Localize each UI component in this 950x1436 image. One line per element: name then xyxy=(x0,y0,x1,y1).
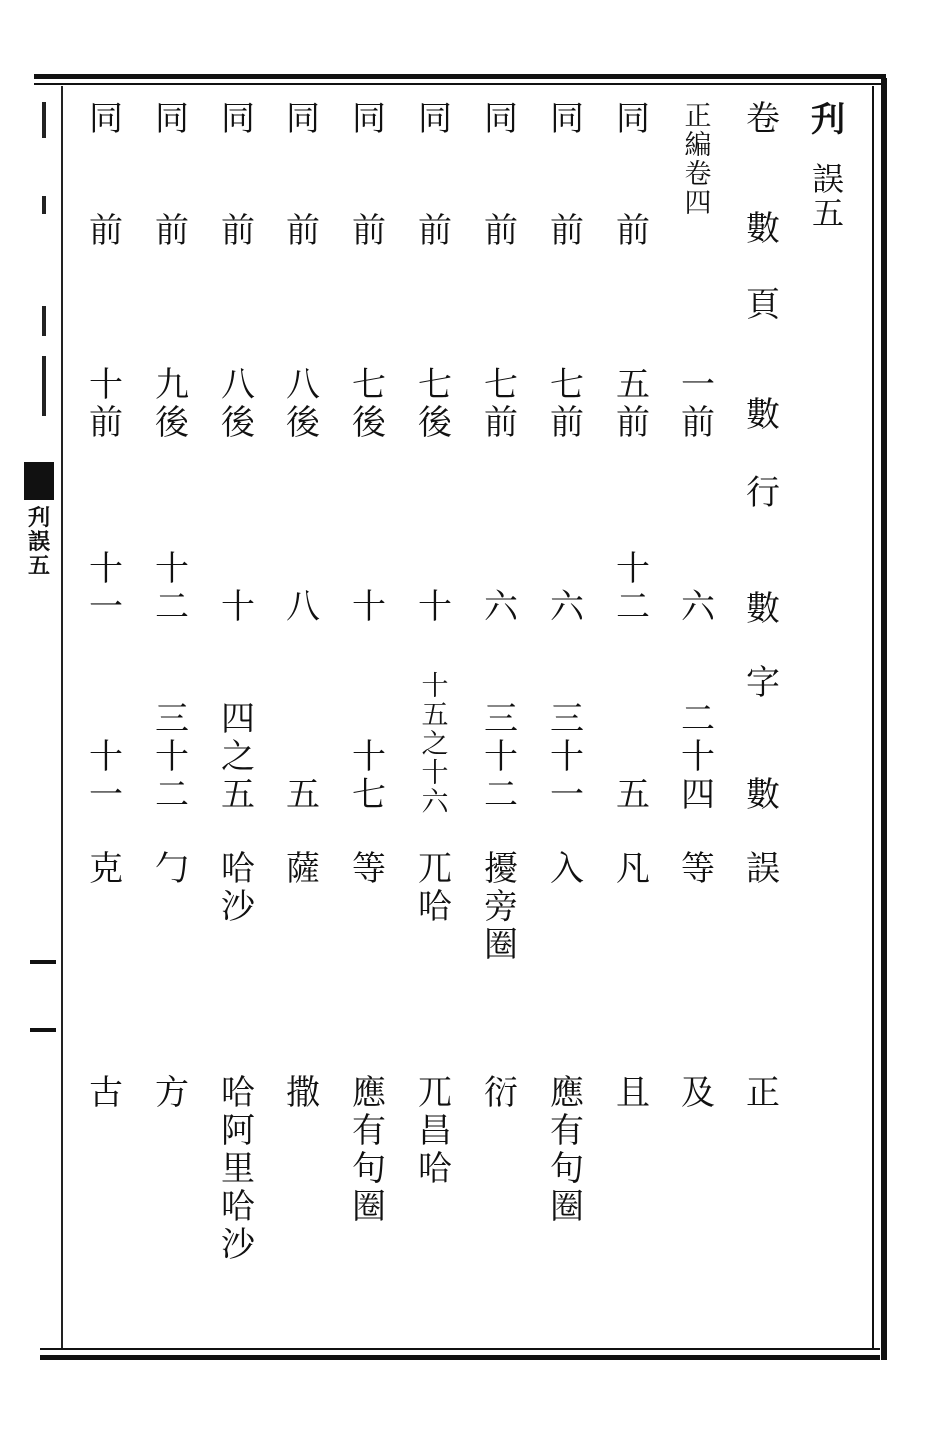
entry-line: 十 xyxy=(221,587,255,627)
header-line: 行 xyxy=(746,473,780,513)
frame-top-inner-rule xyxy=(34,83,886,85)
entry-char: 十 七 xyxy=(352,737,386,815)
entry-line: 六 xyxy=(681,587,715,627)
fold-label: 刋 誤 五 xyxy=(27,505,50,579)
fold-strip xyxy=(20,86,60,1348)
title-column xyxy=(800,96,856,1336)
entry-column xyxy=(407,96,463,1336)
entry-page: 七 後 xyxy=(352,365,386,443)
entry-column xyxy=(473,96,529,1336)
fold-tick-mark xyxy=(30,960,56,964)
entry-column xyxy=(78,96,134,1336)
entry-volume: 同 xyxy=(484,99,518,139)
header-line-shu: 數 xyxy=(746,589,780,629)
entry-volume-sub: 前 xyxy=(352,211,386,251)
entry-volume-sub: 前 xyxy=(221,211,255,251)
entry-char: 三 十 二 xyxy=(484,699,518,815)
title-line2: 誤 五 xyxy=(811,160,844,232)
entry-line: 十 一 xyxy=(89,549,123,627)
header-juan-shu: 數 xyxy=(746,209,780,249)
frame-left-rule xyxy=(61,86,63,1348)
entry-page: 七 前 xyxy=(550,365,584,443)
header-char: 字 xyxy=(746,663,780,703)
entry-column xyxy=(275,96,331,1336)
entry-correct: 古 xyxy=(89,1073,123,1113)
entry-line: 十 xyxy=(352,587,386,627)
entry-column xyxy=(670,96,726,1336)
entry-correct: 且 xyxy=(616,1073,650,1113)
entry-page: 一 前 xyxy=(681,365,715,443)
fold-line-segment xyxy=(42,356,46,416)
header-column xyxy=(735,96,791,1336)
entry-page: 七 後 xyxy=(418,365,452,443)
entry-page: 五 前 xyxy=(616,365,650,443)
header-char-shu: 數 xyxy=(746,775,780,815)
entry-char: 三 十 一 xyxy=(550,699,584,815)
entry-page: 九 後 xyxy=(155,365,189,443)
frame-bottom-rule xyxy=(40,1355,880,1360)
entry-page: 八 後 xyxy=(286,365,320,443)
header-page-shu: 數 xyxy=(746,395,780,435)
entry-volume: 同 xyxy=(418,99,452,139)
entry-line: 十 二 xyxy=(155,549,189,627)
entry-column xyxy=(210,96,266,1336)
header-correct: 正 xyxy=(746,1073,780,1113)
entry-error: 等 xyxy=(681,849,715,889)
fold-fishtail-block xyxy=(24,462,54,500)
frame-right-inner-rule xyxy=(872,86,874,1348)
frame-top-rule xyxy=(34,74,886,79)
entry-page: 八 後 xyxy=(221,365,255,443)
entry-volume: 正 編 卷 四 xyxy=(684,101,712,219)
entry-char: 四 之 五 xyxy=(221,699,255,815)
entry-char: 十 一 xyxy=(89,737,123,815)
entry-column xyxy=(605,96,661,1336)
entry-error: 凡 xyxy=(616,849,650,889)
entry-volume: 同 xyxy=(352,99,386,139)
frame-bottom-inner-rule xyxy=(40,1348,880,1350)
entry-error: 兀 哈 xyxy=(418,849,452,927)
entry-error: 克 xyxy=(89,849,123,889)
entry-correct: 及 xyxy=(681,1073,715,1113)
entry-char: 三 十 二 xyxy=(155,699,189,815)
entry-correct: 應 有 句 圈 xyxy=(550,1073,584,1227)
entry-volume: 同 xyxy=(155,99,189,139)
entry-char: 五 xyxy=(286,775,320,815)
entry-line: 十 xyxy=(418,587,452,627)
entry-volume-sub: 前 xyxy=(484,211,518,251)
frame-right-rule xyxy=(881,78,887,1360)
entry-column xyxy=(539,96,595,1336)
entry-column xyxy=(341,96,397,1336)
entry-error: 薩 xyxy=(286,849,320,889)
entry-char: 二 十 四 xyxy=(681,699,715,815)
entry-volume-sub: 前 xyxy=(418,211,452,251)
entry-volume-sub: 前 xyxy=(89,211,123,251)
entry-volume-sub: 前 xyxy=(155,211,189,251)
entry-correct: 兀 昌 哈 xyxy=(418,1073,452,1189)
entry-volume: 同 xyxy=(550,99,584,139)
entry-volume: 同 xyxy=(89,99,123,139)
entry-error: 擾 旁 圈 xyxy=(484,849,518,965)
entry-volume-sub: 前 xyxy=(550,211,584,251)
entry-line: 六 xyxy=(484,587,518,627)
entry-char: 五 xyxy=(616,775,650,815)
entry-error: 勹 xyxy=(155,849,189,889)
fold-line-segment xyxy=(42,306,46,336)
entry-error: 入 xyxy=(550,849,584,889)
entry-line: 八 xyxy=(286,587,320,627)
fold-tick-mark xyxy=(30,1028,56,1032)
fold-line-segment xyxy=(42,102,46,138)
entry-page: 七 前 xyxy=(484,365,518,443)
entry-correct: 方 xyxy=(155,1073,189,1113)
entry-line: 六 xyxy=(550,587,584,627)
entry-error: 哈 沙 xyxy=(221,849,255,927)
header-volume: 卷 xyxy=(746,99,780,139)
entry-error: 等 xyxy=(352,849,386,889)
entry-correct: 撒 xyxy=(286,1073,320,1113)
entry-char: 十 五 之 十 六 xyxy=(421,671,449,818)
fold-line-segment xyxy=(42,196,46,214)
entry-correct: 衍 xyxy=(484,1073,518,1113)
title-line1: 刋 xyxy=(811,100,845,140)
header-error: 誤 xyxy=(746,849,780,889)
entry-volume: 同 xyxy=(616,99,650,139)
header-page: 頁 xyxy=(746,285,780,325)
entry-correct: 應 有 句 圈 xyxy=(352,1073,386,1227)
entry-line: 十 二 xyxy=(616,549,650,627)
entry-page: 十 前 xyxy=(89,365,123,443)
entry-column xyxy=(144,96,200,1336)
entry-volume: 同 xyxy=(286,99,320,139)
entry-correct: 哈 阿 里 哈 沙 xyxy=(221,1073,255,1265)
entry-volume: 同 xyxy=(221,99,255,139)
entry-volume-sub: 前 xyxy=(286,211,320,251)
entry-volume-sub: 前 xyxy=(616,211,650,251)
